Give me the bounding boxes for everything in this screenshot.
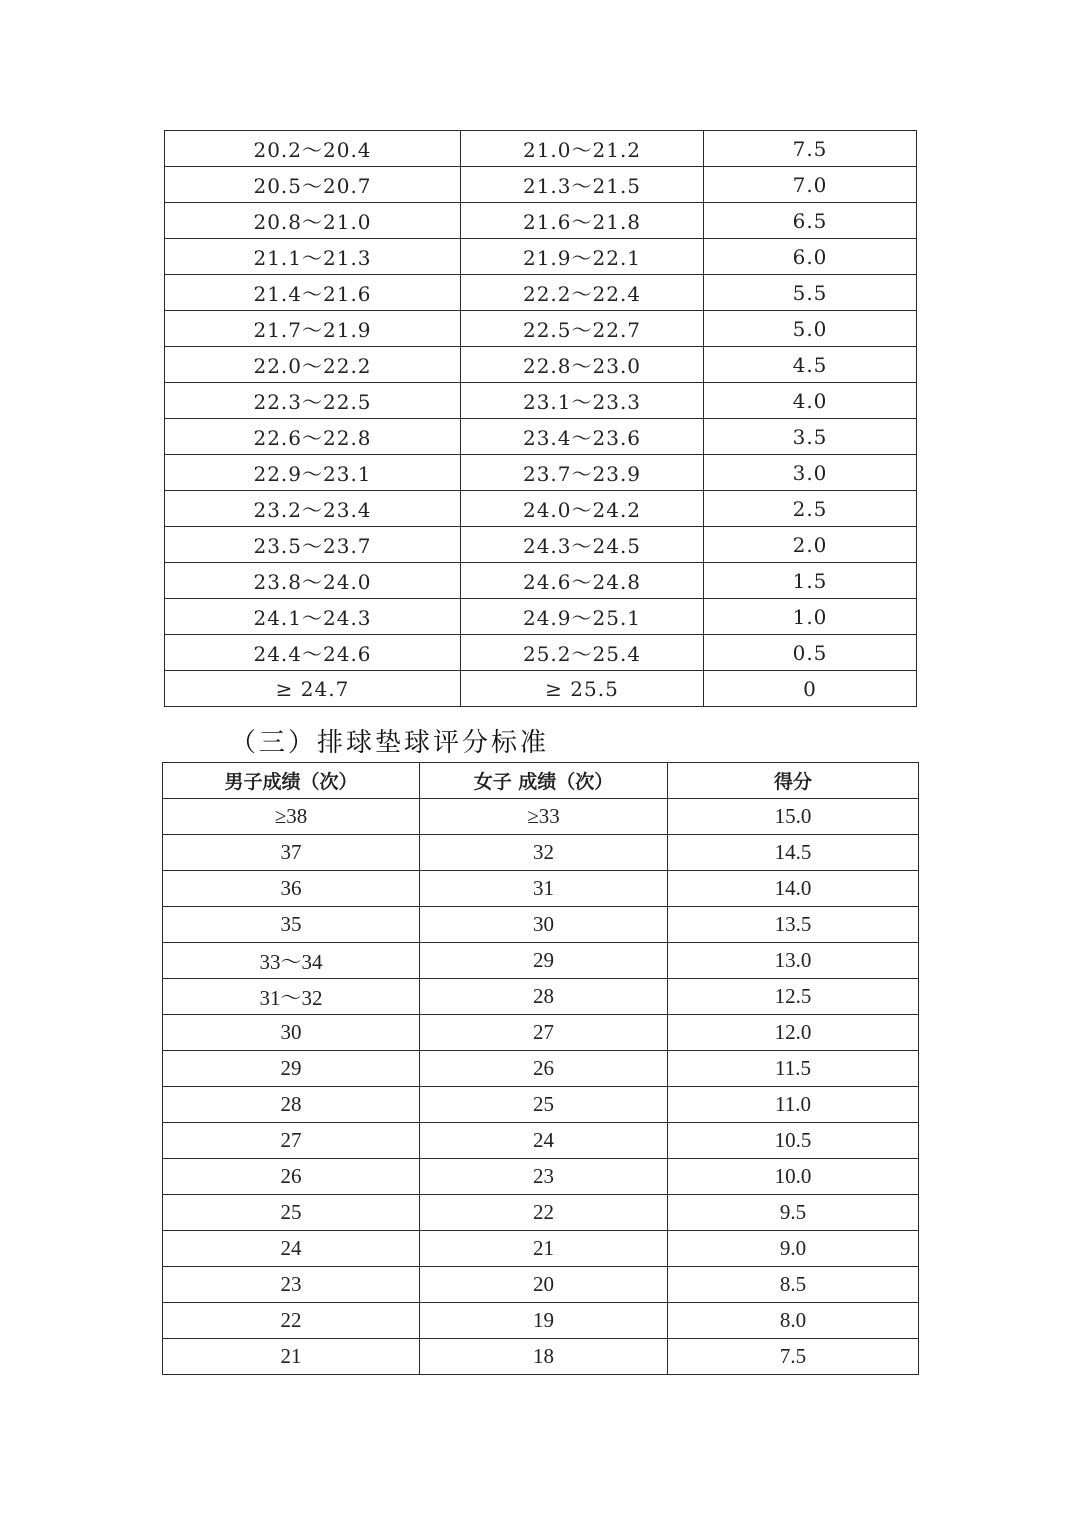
female-count-cell: 19 xyxy=(420,1303,668,1339)
female-count-cell: 27 xyxy=(420,1015,668,1051)
female-time-cell: 24.9～25.1 xyxy=(461,599,704,635)
female-count-cell: ≥33 xyxy=(420,799,668,835)
table-row xyxy=(165,599,917,635)
points-cell: 2.0 xyxy=(704,527,917,563)
points-cell: 1.0 xyxy=(704,599,917,635)
score-table-continued-body xyxy=(165,131,917,707)
points-cell: 0.5 xyxy=(704,635,917,671)
female-time-cell: ≥ 25.5 xyxy=(461,671,704,707)
points-cell: 10.5 xyxy=(668,1123,919,1159)
points-cell: 15.0 xyxy=(668,799,919,835)
male-count-cell: 26 xyxy=(163,1159,420,1195)
points-cell: 7.5 xyxy=(668,1339,919,1375)
section-heading: （三）排球垫球评分标准 xyxy=(230,728,550,758)
female-count-cell: 29 xyxy=(420,943,668,979)
male-time-cell: 22.0～22.2 xyxy=(165,347,461,383)
points-cell: 7.0 xyxy=(704,167,917,203)
female-time-cell: 21.9～22.1 xyxy=(461,239,704,275)
points-cell: 8.5 xyxy=(668,1267,919,1303)
table-row xyxy=(165,347,917,383)
female-count-cell: 28 xyxy=(420,979,668,1015)
male-time-cell: 22.6～22.8 xyxy=(165,419,461,455)
volleyball-score-table-body xyxy=(163,763,919,1375)
female-time-cell: 24.0～24.2 xyxy=(461,491,704,527)
female-count-cell: 21 xyxy=(420,1231,668,1267)
female-time-cell: 21.6～21.8 xyxy=(461,203,704,239)
male-time-cell: 21.4～21.6 xyxy=(165,275,461,311)
female-time-cell: 24.3～24.5 xyxy=(461,527,704,563)
table-row xyxy=(163,1231,919,1267)
male-count-cell: 27 xyxy=(163,1123,420,1159)
female-time-cell: 23.1～23.3 xyxy=(461,383,704,419)
male-count-cell: ≥38 xyxy=(163,799,420,835)
female-count-cell: 24 xyxy=(420,1123,668,1159)
male-count-cell: 25 xyxy=(163,1195,420,1231)
female-count-cell: 22 xyxy=(420,1195,668,1231)
table-row xyxy=(163,1303,919,1339)
points-cell: 14.5 xyxy=(668,835,919,871)
male-time-cell: 20.8～21.0 xyxy=(165,203,461,239)
male-time-cell: 23.2～23.4 xyxy=(165,491,461,527)
table-header-row xyxy=(163,763,919,799)
female-time-cell: 25.2～25.4 xyxy=(461,635,704,671)
table-row xyxy=(163,943,919,979)
table-row xyxy=(163,907,919,943)
male-count-cell: 33～34 xyxy=(163,943,420,979)
male-time-cell: 21.7～21.9 xyxy=(165,311,461,347)
header-male-score: 男子成绩（次） xyxy=(163,763,420,799)
points-cell: 9.0 xyxy=(668,1231,919,1267)
table-row xyxy=(163,799,919,835)
male-time-cell: 23.8～24.0 xyxy=(165,563,461,599)
table-row xyxy=(165,131,917,167)
female-count-cell: 31 xyxy=(420,871,668,907)
table-row xyxy=(163,871,919,907)
table-row xyxy=(163,1051,919,1087)
table-row xyxy=(163,1015,919,1051)
male-count-cell: 30 xyxy=(163,1015,420,1051)
table-row xyxy=(165,419,917,455)
male-time-cell: 20.5～20.7 xyxy=(165,167,461,203)
header-female-score: 女子 成绩（次） xyxy=(420,763,668,799)
points-cell: 4.5 xyxy=(704,347,917,383)
points-cell: 4.0 xyxy=(704,383,917,419)
table-row xyxy=(163,1087,919,1123)
table-row xyxy=(165,275,917,311)
points-cell: 11.5 xyxy=(668,1051,919,1087)
male-count-cell: 35 xyxy=(163,907,420,943)
table-row xyxy=(165,239,917,275)
table-row xyxy=(163,1195,919,1231)
points-cell: 3.5 xyxy=(704,419,917,455)
female-time-cell: 21.0～21.2 xyxy=(461,131,704,167)
points-cell: 7.5 xyxy=(704,131,917,167)
male-count-cell: 37 xyxy=(163,835,420,871)
male-time-cell: 24.1～24.3 xyxy=(165,599,461,635)
female-time-cell: 24.6～24.8 xyxy=(461,563,704,599)
points-cell: 13.5 xyxy=(668,907,919,943)
points-cell: 10.0 xyxy=(668,1159,919,1195)
male-count-cell: 22 xyxy=(163,1303,420,1339)
male-count-cell: 21 xyxy=(163,1339,420,1375)
male-count-cell: 36 xyxy=(163,871,420,907)
table-row xyxy=(163,1267,919,1303)
female-count-cell: 25 xyxy=(420,1087,668,1123)
table-row xyxy=(165,383,917,419)
points-cell: 12.5 xyxy=(668,979,919,1015)
table-row xyxy=(165,671,917,707)
points-cell: 3.0 xyxy=(704,455,917,491)
table-row xyxy=(165,203,917,239)
points-cell: 12.0 xyxy=(668,1015,919,1051)
points-cell: 6.5 xyxy=(704,203,917,239)
female-time-cell: 23.7～23.9 xyxy=(461,455,704,491)
female-time-cell: 21.3～21.5 xyxy=(461,167,704,203)
female-time-cell: 22.5～22.7 xyxy=(461,311,704,347)
male-count-cell: 29 xyxy=(163,1051,420,1087)
points-cell: 2.5 xyxy=(704,491,917,527)
female-count-cell: 26 xyxy=(420,1051,668,1087)
table-row xyxy=(165,455,917,491)
points-cell: 11.0 xyxy=(668,1087,919,1123)
points-cell: 1.5 xyxy=(704,563,917,599)
points-cell: 0 xyxy=(704,671,917,707)
points-cell: 5.0 xyxy=(704,311,917,347)
table-row xyxy=(163,979,919,1015)
male-time-cell: 22.3～22.5 xyxy=(165,383,461,419)
table-row xyxy=(165,491,917,527)
male-time-cell: ≥ 24.7 xyxy=(165,671,461,707)
female-count-cell: 30 xyxy=(420,907,668,943)
table-row xyxy=(165,311,917,347)
points-cell: 8.0 xyxy=(668,1303,919,1339)
table-row xyxy=(163,1159,919,1195)
points-cell: 13.0 xyxy=(668,943,919,979)
score-table-continued xyxy=(164,130,917,707)
table-row xyxy=(165,563,917,599)
male-time-cell: 24.4～24.6 xyxy=(165,635,461,671)
female-count-cell: 23 xyxy=(420,1159,668,1195)
male-time-cell: 20.2～20.4 xyxy=(165,131,461,167)
male-time-cell: 22.9～23.1 xyxy=(165,455,461,491)
table-row xyxy=(165,167,917,203)
table-row xyxy=(163,835,919,871)
header-points: 得分 xyxy=(668,763,919,799)
female-time-cell: 22.8～23.0 xyxy=(461,347,704,383)
male-count-cell: 31～32 xyxy=(163,979,420,1015)
table-row xyxy=(165,635,917,671)
points-cell: 6.0 xyxy=(704,239,917,275)
female-count-cell: 32 xyxy=(420,835,668,871)
male-count-cell: 23 xyxy=(163,1267,420,1303)
table-row xyxy=(163,1123,919,1159)
male-time-cell: 21.1～21.3 xyxy=(165,239,461,275)
volleyball-score-table xyxy=(162,762,919,1375)
female-time-cell: 22.2～22.4 xyxy=(461,275,704,311)
table-row xyxy=(163,1339,919,1375)
male-count-cell: 24 xyxy=(163,1231,420,1267)
points-cell: 9.5 xyxy=(668,1195,919,1231)
male-count-cell: 28 xyxy=(163,1087,420,1123)
male-time-cell: 23.5～23.7 xyxy=(165,527,461,563)
points-cell: 5.5 xyxy=(704,275,917,311)
female-count-cell: 18 xyxy=(420,1339,668,1375)
points-cell: 14.0 xyxy=(668,871,919,907)
female-count-cell: 20 xyxy=(420,1267,668,1303)
female-time-cell: 23.4～23.6 xyxy=(461,419,704,455)
table-row xyxy=(165,527,917,563)
